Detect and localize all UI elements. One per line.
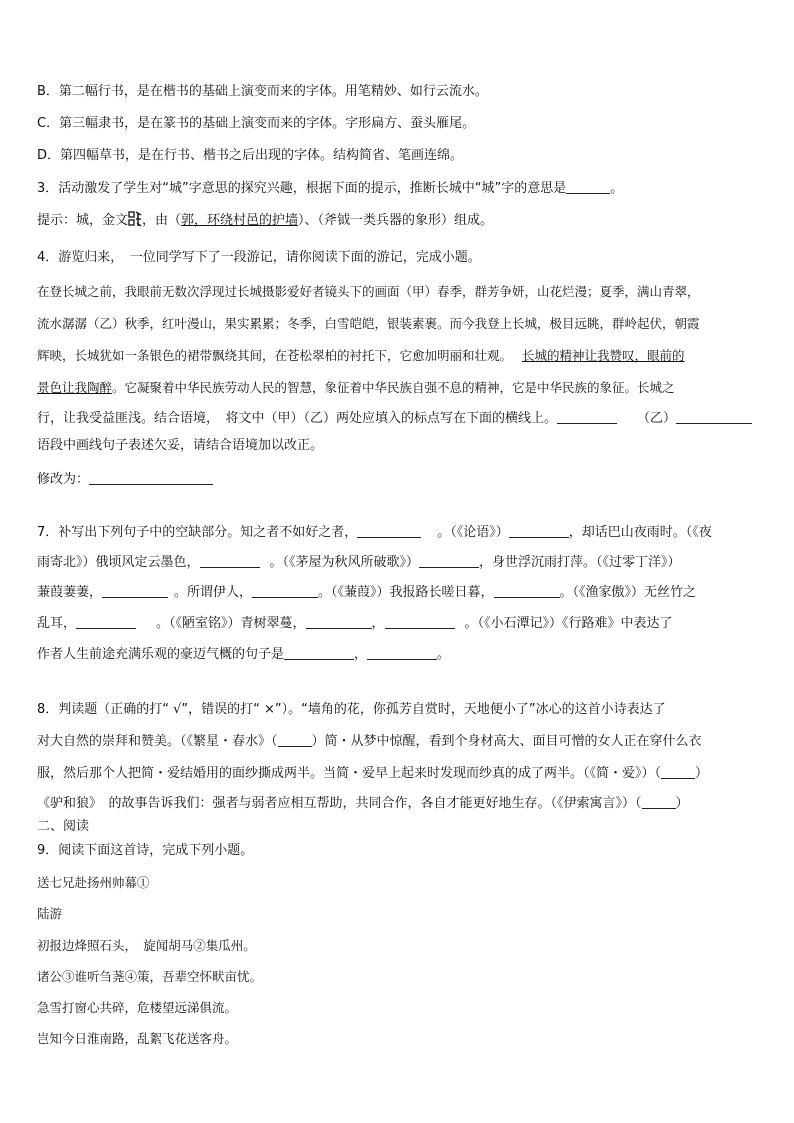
answer-blank[interactable] (200, 553, 260, 568)
text: 雨寄北》）俄顷风定云墨色， (37, 555, 200, 570)
hint-prefix: 提示：城，金文 (37, 213, 129, 228)
answer-blank[interactable] (252, 583, 318, 598)
text: 蒹葭萋萋， (37, 585, 103, 600)
question-8-line-3 (37, 764, 708, 783)
text: 。 (437, 647, 451, 662)
question-7-line-5 (37, 645, 450, 664)
answer-blank[interactable] (642, 794, 676, 809)
question-7-line-4 (37, 614, 673, 633)
text: 。（《论语》） (437, 525, 509, 540)
text: 。（《渔家傲》）无丝竹之 (559, 585, 697, 600)
poem-line-2: 诸公③谁听刍荛④策，吾辈空怀畎亩忧。 (37, 969, 263, 984)
question-8-line-2 (37, 732, 702, 751)
answer-blank[interactable] (284, 645, 354, 660)
question-3-end: 。 (610, 181, 624, 196)
hint-underlined: 郭，环绕村邑的护墙 (181, 213, 299, 228)
underlined-sentence-cont: 景色让我陶醉 (37, 380, 113, 395)
answer-blank[interactable] (509, 523, 569, 538)
question-3 (37, 179, 623, 198)
travelogue-text: 辉映，长城犹如一条银色的裙带飘绕其间，在苍松翠柏的衬托下，它愈加明丽和壮观。 (37, 348, 513, 363)
text: ，却话巴山夜雨时。（《夜 (568, 525, 712, 540)
hint-middle: ，由（ (142, 213, 182, 228)
punctuation-question (37, 409, 752, 428)
answer-blank[interactable] (385, 614, 455, 629)
poem-line-1: 初报边烽照石头， 旋闻胡马②集瓜州。 (37, 938, 256, 953)
poem-line-4: 岂知今日淮南路，乱絮飞花送客舟。 (37, 1031, 238, 1046)
bronze-inscription-glyph-icon (128, 211, 142, 227)
text: 7．补写出下列句子中的空缺部分。知之者不如好之者， (37, 525, 358, 540)
text: 作者人生前途充满乐观的豪迈气概的句子是 (37, 647, 285, 662)
answer-blank[interactable] (102, 583, 168, 598)
travelogue-line-3 (37, 347, 685, 365)
answer-blank-yi[interactable] (676, 409, 752, 424)
revision-prompt: 语段中画线句子表述欠妥，请结合语境加以改正。 (37, 438, 324, 453)
hint-suffix: ）、（斧钺一类兵器的象形）组成。 (298, 213, 494, 228)
question-8-line-1: 8．判读题（正确的打“ √”，错误的打“ ×”）。“墙角的花，你孤芳自赏时，天地便小了”冰心的这首小诗表达了 (37, 702, 666, 717)
poem-line-3: 急雪打窗心共碎，危楼望远涕俱流。 (37, 1000, 238, 1015)
answer-blank[interactable] (494, 583, 560, 598)
question-7-line-3 (37, 583, 696, 602)
punctuation-prompt: 行，让我受益匪浅。结合语境， 将文中（甲）（乙）两处应填入的标点写在下面的横线上。 (37, 411, 558, 426)
answer-blank-jia[interactable] (557, 409, 617, 424)
answer-blank-revision[interactable] (89, 470, 213, 485)
poem-title: 送七兄赴扬州帅幕① (37, 875, 150, 890)
revision-line (37, 470, 213, 489)
text: ）简・从梦中惊醒，看到个身材高大、面目可憎的女人正在穿什么衣 (311, 734, 702, 749)
text: 服，然后那个人把简・爱结婚用的面纱撕成两半。当简・爱早上起来时发现而纱真的成了两半。（《简・爱》）（ (37, 766, 662, 781)
travelogue-line-1: 在登长城之前，我眼前无数次浮现过长城摄影爱好者镜头下的画面（甲）春季，群芳争妍，山花烂漫；夏季，满山青翠， (37, 284, 700, 299)
revision-label: 修改为： (37, 472, 90, 487)
answer-blank[interactable] (357, 523, 421, 538)
question-7-line-2 (37, 553, 681, 572)
answer-blank[interactable] (76, 614, 136, 629)
underlined-sentence: 长城的精神让我赞叹，眼前的 (522, 348, 685, 363)
text: 对大自然的崇拜和赞美。（《繁星・春水》（ (37, 734, 278, 749)
text: 。（《茅屋为秋风所破歌》） (269, 555, 420, 570)
text: 《驴和狼》 的故事告诉我们：强者与弱者应相互帮助，共同合作，各自才能更好地生存。（《伊索寓言》）（ (37, 796, 642, 811)
answer-blank[interactable] (566, 179, 610, 194)
answer-blank[interactable] (419, 553, 479, 568)
label-yi: （乙） (637, 411, 677, 426)
text: ， (354, 647, 368, 662)
travelogue-line-2: 流水潺潺（乙）秋季，红叶漫山，果实累累；冬季，白雪皑皑，银装素裹。而今我登上长城，极目远眺，群岭起伏，朝霞 (37, 316, 700, 331)
option-b: B．第二幅行书，是在楷书的基础上演变而来的字体。用笔精妙、如行云流水。 (37, 84, 488, 99)
text: 。（《小石潭记》）《行路难》中表达了 (464, 616, 673, 631)
travelogue-line-4 (37, 379, 675, 397)
answer-blank[interactable] (306, 614, 372, 629)
question-9: 9．阅读下面这首诗，完成下列小题。 (37, 843, 254, 858)
question-3-text: 3．活动激发了学生对“城”字意思的探究兴趣，根据下面的提示，推断长城中“城”字的意思是 (37, 181, 567, 196)
answer-blank[interactable] (278, 732, 312, 747)
question-4: 4．游览归来， 一位同学写下了一段游记，请你阅读下面的游记，完成小题。 (37, 250, 481, 265)
answer-blank[interactable] (367, 645, 437, 660)
text: ） (675, 796, 689, 811)
text: ，身世浮沉雨打萍。（《过零丁洋》） (479, 555, 681, 570)
option-c: C．第三幅隶书，是在篆书的基础上演变而来的字体。字形扁方、蚕头雁尾。 (37, 116, 476, 131)
text: ， (371, 616, 385, 631)
option-d: D．第四幅草书，是在行书、楷书之后出现的字体。结构简省、笔画连绵。 (37, 148, 464, 163)
question-3-hint (37, 211, 493, 230)
travelogue-text: 。它凝聚着中华民族劳动人民的智慧，象征着中华民族自强不息的精神，它是中华民族的象征。长城之 (112, 380, 675, 395)
text: 乱耳， (37, 616, 77, 631)
text: 。（《陋室铭》）青树翠蔓， (156, 616, 306, 631)
text: ） (695, 766, 709, 781)
text: 。所谓伊人， (174, 585, 253, 600)
section-heading: 二、阅读 (37, 819, 90, 834)
question-8-line-4 (37, 794, 689, 813)
text: 。（《蒹葭》）我报路长嗟日暮， (318, 585, 494, 600)
question-7-line-1 (37, 523, 712, 542)
answer-blank[interactable] (661, 764, 695, 779)
poem-author: 陆游 (37, 906, 63, 921)
